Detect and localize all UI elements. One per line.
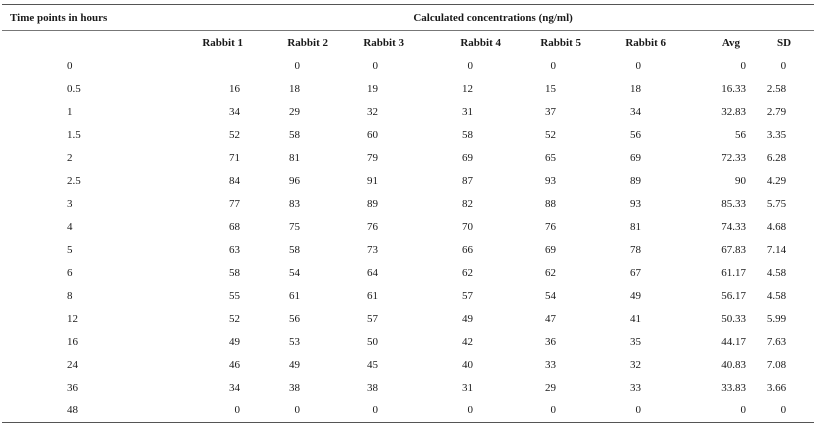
sd-cell: 3.35 bbox=[766, 128, 787, 141]
sd-cell: 2.58 bbox=[766, 82, 787, 95]
time-point-cell: 36 bbox=[67, 381, 78, 394]
sd-cell: 0 bbox=[754, 399, 814, 422]
rabbit-2-cell: 29 bbox=[289, 105, 300, 118]
sd-cell: 7.63 bbox=[766, 335, 787, 348]
time-point-cell: 2.5 bbox=[67, 174, 81, 187]
rabbit-2-cell: 75 bbox=[289, 220, 300, 233]
rabbit-6-cell: 41 bbox=[630, 312, 641, 325]
rabbit-5-cell: 15 bbox=[545, 82, 556, 95]
rabbit-1-cell: 71 bbox=[229, 151, 240, 164]
rabbit-6-cell: 81 bbox=[630, 220, 641, 233]
rabbit-2-cell: 83 bbox=[289, 197, 300, 210]
sd-cell: 5.75 bbox=[766, 197, 787, 210]
rabbit-5-cell: 29 bbox=[545, 381, 556, 394]
rabbit-4-cell: 42 bbox=[462, 335, 473, 348]
rabbit-3-cell: 64 bbox=[367, 266, 378, 279]
rabbit-1-cell: 34 bbox=[229, 105, 240, 118]
avg-cell: 90 bbox=[735, 174, 746, 187]
rabbit-2-cell: 81 bbox=[289, 151, 300, 164]
time-point-cell: 48 bbox=[2, 399, 162, 422]
rabbit-4-cell: 31 bbox=[462, 105, 473, 118]
rabbit-6-cell: 69 bbox=[630, 151, 641, 164]
avg-cell: 0 bbox=[686, 399, 754, 422]
rabbit-5-cell: 88 bbox=[545, 197, 556, 210]
time-point-cell: 0 bbox=[67, 59, 73, 72]
avg-cell: 61.17 bbox=[721, 266, 746, 279]
rabbit-6-cell: 34 bbox=[630, 105, 641, 118]
rabbit-5-cell: 36 bbox=[545, 335, 556, 348]
rabbit-6-cell: 33 bbox=[630, 381, 641, 394]
table-row bbox=[2, 192, 814, 215]
table-row bbox=[2, 376, 814, 399]
rabbit-6-cell: 89 bbox=[630, 174, 641, 187]
rabbit-4-cell: 66 bbox=[462, 243, 473, 256]
time-point-cell: 0.5 bbox=[67, 82, 81, 95]
rabbit-1-cell: 46 bbox=[229, 358, 240, 371]
sd-cell: 7.08 bbox=[766, 358, 787, 371]
rabbit-2-cell: 61 bbox=[289, 289, 300, 302]
rabbit-3-cell: 73 bbox=[367, 243, 378, 256]
avg-cell: 0 bbox=[740, 59, 746, 72]
rabbit-3-cell: 19 bbox=[367, 82, 378, 95]
rabbit-4-cell: 49 bbox=[462, 312, 473, 325]
rabbit-5-cell: 54 bbox=[545, 289, 556, 302]
column-header-rabbit-4: Rabbit 4 bbox=[460, 36, 501, 49]
table-body bbox=[2, 54, 814, 422]
time-point-cell: 6 bbox=[67, 266, 73, 279]
rabbit-5-cell: 76 bbox=[545, 220, 556, 233]
column-header-sd: SD bbox=[777, 36, 792, 49]
sd-cell: 4.58 bbox=[766, 289, 787, 302]
rabbit-1-cell: 77 bbox=[229, 197, 240, 210]
rabbit-1-cell: 0 bbox=[162, 399, 255, 422]
time-point-cell: 5 bbox=[67, 243, 73, 256]
rabbit-4-cell: 31 bbox=[462, 381, 473, 394]
time-point-cell: 1.5 bbox=[67, 128, 81, 141]
header-row-primary bbox=[2, 5, 814, 31]
table-row bbox=[2, 215, 814, 238]
rabbit-2-cell: 0 bbox=[294, 59, 300, 72]
table-row bbox=[2, 100, 814, 123]
header-row-columns bbox=[2, 31, 814, 55]
column-header-avg: Avg bbox=[721, 36, 740, 49]
rabbit-4-cell: 12 bbox=[462, 82, 473, 95]
header-calculated-concentrations: Calculated concentrations (ng/ml) bbox=[162, 5, 814, 31]
rabbit-6-cell: 49 bbox=[630, 289, 641, 302]
rabbit-1-cell: 58 bbox=[229, 266, 240, 279]
rabbit-1-cell: 34 bbox=[229, 381, 240, 394]
rabbit-3-cell: 89 bbox=[367, 197, 378, 210]
sd-cell: 2.79 bbox=[766, 105, 787, 118]
rabbit-4-cell: 62 bbox=[462, 266, 473, 279]
rabbit-1-cell: 84 bbox=[229, 174, 240, 187]
rabbit-5-cell: 52 bbox=[545, 128, 556, 141]
avg-cell: 67.83 bbox=[721, 243, 746, 256]
rabbit-1-cell: 63 bbox=[229, 243, 240, 256]
rabbit-2-cell: 0 bbox=[255, 399, 340, 422]
rabbit-2-cell: 54 bbox=[289, 266, 300, 279]
rabbit-2-cell: 56 bbox=[289, 312, 300, 325]
rabbit-5-cell: 69 bbox=[545, 243, 556, 256]
sd-cell: 0 bbox=[780, 59, 787, 72]
rabbit-5-cell: 33 bbox=[545, 358, 556, 371]
table-row bbox=[2, 123, 814, 146]
avg-cell: 33.83 bbox=[721, 381, 746, 394]
rabbit-6-cell: 0 bbox=[601, 399, 686, 422]
rabbit-4-cell: 69 bbox=[462, 151, 473, 164]
rabbit-4-cell: 40 bbox=[462, 358, 473, 371]
rabbit-3-cell: 45 bbox=[367, 358, 378, 371]
time-point-cell: 3 bbox=[67, 197, 73, 210]
rabbit-3-cell: 38 bbox=[367, 381, 378, 394]
rabbit-4-cell: 0 bbox=[428, 399, 515, 422]
sd-cell: 3.66 bbox=[766, 381, 787, 394]
rabbit-2-cell: 58 bbox=[289, 128, 300, 141]
time-point-cell: 12 bbox=[67, 312, 78, 325]
rabbit-3-cell: 76 bbox=[367, 220, 378, 233]
rabbit-5-cell: 62 bbox=[545, 266, 556, 279]
sd-cell: 4.58 bbox=[766, 266, 787, 279]
avg-cell: 44.17 bbox=[721, 335, 746, 348]
table-row bbox=[2, 146, 814, 169]
table-row bbox=[2, 284, 814, 307]
rabbit-2-cell: 58 bbox=[289, 243, 300, 256]
sd-cell: 4.68 bbox=[766, 220, 787, 233]
time-point-cell: 16 bbox=[67, 335, 78, 348]
avg-cell: 40.83 bbox=[721, 358, 746, 371]
table-row bbox=[2, 353, 814, 376]
rabbit-4-cell: 57 bbox=[462, 289, 473, 302]
rabbit-5-cell: 93 bbox=[545, 174, 556, 187]
rabbit-1-cell: 68 bbox=[229, 220, 240, 233]
rabbit-6-cell: 18 bbox=[630, 82, 641, 95]
header-blank bbox=[2, 31, 162, 55]
sd-cell: 4.29 bbox=[766, 174, 787, 187]
rabbit-4-cell: 70 bbox=[462, 220, 473, 233]
rabbit-3-cell: 57 bbox=[367, 312, 378, 325]
rabbit-3-cell: 50 bbox=[367, 335, 378, 348]
avg-cell: 56.17 bbox=[721, 289, 746, 302]
column-header-rabbit-3: Rabbit 3 bbox=[363, 36, 404, 49]
time-point-cell: 4 bbox=[67, 220, 73, 233]
time-point-cell: 8 bbox=[67, 289, 73, 302]
table-row bbox=[2, 399, 814, 422]
table-row bbox=[2, 330, 814, 353]
rabbit-5-cell: 37 bbox=[545, 105, 556, 118]
rabbit-6-cell: 93 bbox=[630, 197, 641, 210]
sd-cell: 7.14 bbox=[766, 243, 787, 256]
rabbit-1-cell: 49 bbox=[229, 335, 240, 348]
avg-cell: 16.33 bbox=[721, 82, 746, 95]
table-row bbox=[2, 54, 814, 77]
rabbit-6-cell: 35 bbox=[630, 335, 641, 348]
time-point-cell: 24 bbox=[67, 358, 78, 371]
avg-cell: 50.33 bbox=[721, 312, 746, 325]
column-header-rabbit-6: Rabbit 6 bbox=[625, 36, 666, 49]
column-header-rabbit-1: Rabbit 1 bbox=[202, 36, 243, 49]
rabbit-3-cell: 0 bbox=[372, 59, 378, 72]
rabbit-6-cell: 0 bbox=[635, 59, 641, 72]
table-row bbox=[2, 261, 814, 284]
avg-cell: 32.83 bbox=[721, 105, 746, 118]
avg-cell: 72.33 bbox=[721, 151, 746, 164]
rabbit-3-cell: 91 bbox=[367, 174, 378, 187]
table-row bbox=[2, 238, 814, 261]
rabbit-4-cell: 87 bbox=[462, 174, 473, 187]
rabbit-1-cell: 52 bbox=[229, 312, 240, 325]
concentration-table bbox=[2, 4, 814, 423]
rabbit-3-cell: 61 bbox=[367, 289, 378, 302]
rabbit-3-cell: 60 bbox=[367, 128, 378, 141]
rabbit-5-cell: 65 bbox=[545, 151, 556, 164]
rabbit-4-cell: 82 bbox=[462, 197, 473, 210]
avg-cell: 85.33 bbox=[721, 197, 746, 210]
rabbit-5-cell: 0 bbox=[550, 59, 556, 72]
rabbit-2-cell: 49 bbox=[289, 358, 300, 371]
rabbit-3-cell: 32 bbox=[367, 105, 378, 118]
rabbit-6-cell: 32 bbox=[630, 358, 641, 371]
rabbit-5-cell: 47 bbox=[545, 312, 556, 325]
rabbit-6-cell: 78 bbox=[630, 243, 641, 256]
rabbit-2-cell: 53 bbox=[289, 335, 300, 348]
rabbit-2-cell: 96 bbox=[289, 174, 300, 187]
rabbit-1-cell: 55 bbox=[229, 289, 240, 302]
time-point-cell: 2 bbox=[67, 151, 73, 164]
rabbit-5-cell: 0 bbox=[515, 399, 601, 422]
time-point-cell: 1 bbox=[67, 105, 73, 118]
rabbit-6-cell: 56 bbox=[630, 128, 641, 141]
column-header-rabbit-2: Rabbit 2 bbox=[287, 36, 328, 49]
rabbit-4-cell: 58 bbox=[462, 128, 473, 141]
rabbit-3-cell: 0 bbox=[340, 399, 428, 422]
rabbit-4-cell: 0 bbox=[467, 59, 473, 72]
rabbit-3-cell: 79 bbox=[367, 151, 378, 164]
rabbit-1-cell bbox=[162, 54, 255, 77]
rabbit-6-cell: 67 bbox=[630, 266, 641, 279]
header-time-points: Time points in hours bbox=[2, 5, 162, 31]
table-row bbox=[2, 169, 814, 192]
rabbit-1-cell: 16 bbox=[229, 82, 240, 95]
sd-cell: 6.28 bbox=[766, 151, 787, 164]
table-row bbox=[2, 307, 814, 330]
sd-cell: 5.99 bbox=[766, 312, 787, 325]
table-row bbox=[2, 77, 814, 100]
avg-cell: 74.33 bbox=[721, 220, 746, 233]
avg-cell: 56 bbox=[735, 128, 746, 141]
rabbit-1-cell: 52 bbox=[229, 128, 240, 141]
rabbit-2-cell: 38 bbox=[289, 381, 300, 394]
rabbit-2-cell: 18 bbox=[289, 82, 300, 95]
column-header-rabbit-5: Rabbit 5 bbox=[540, 36, 581, 49]
